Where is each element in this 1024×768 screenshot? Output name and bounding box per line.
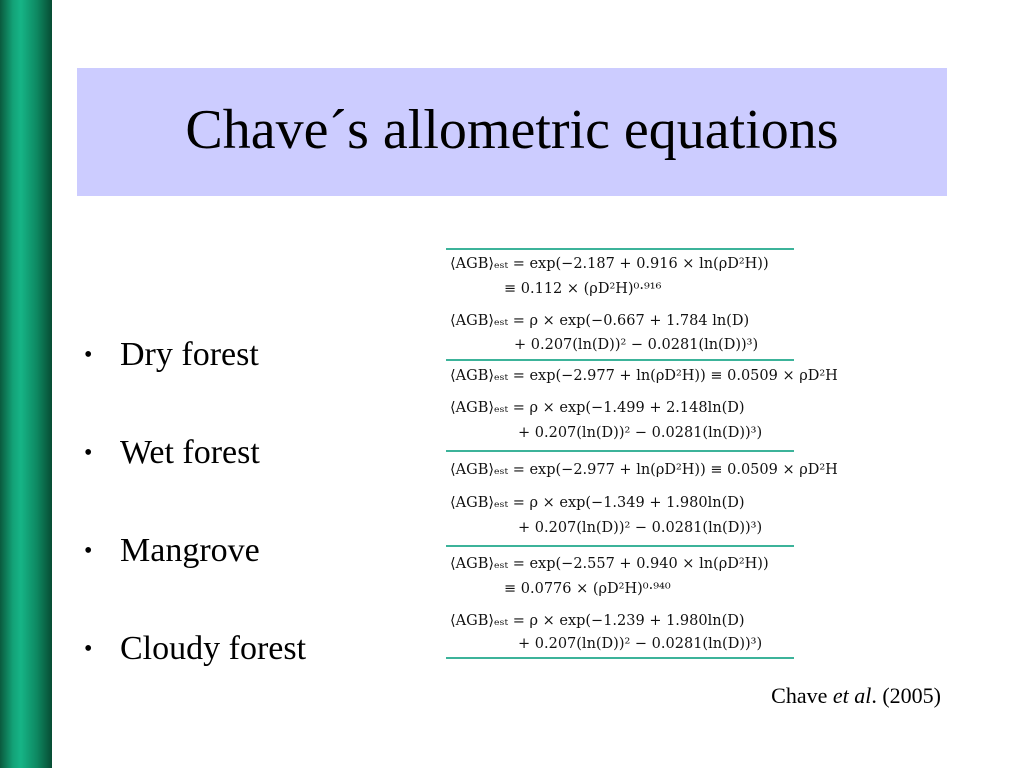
equation-group-wet-forest (446, 359, 838, 451)
bullet-label: Mangrove (120, 532, 260, 569)
equation-line: + 0.207(ln(D))² − 0.0281(ln(D))³) (518, 636, 763, 652)
bullet-item-cloudy-forest (82, 600, 306, 698)
side-bar-decoration (0, 0, 52, 768)
equation-table (446, 248, 838, 656)
equation-line: ≡ 0.112 × (ρD²H)⁰·⁹¹⁶ (504, 281, 662, 297)
slide-title: Chave´s allometric equations (185, 99, 839, 161)
bullet-label: Dry forest (120, 336, 259, 373)
equation-group-cloudy-forest (446, 545, 794, 659)
bullet-item-mangrove (82, 502, 306, 600)
bullet-label: Cloudy forest (120, 630, 307, 667)
bullet-label: Wet forest (120, 434, 260, 471)
bullet-item-wet-forest (82, 404, 306, 502)
citation-author: Chave (771, 683, 833, 708)
bullet-item-dry-forest (82, 306, 306, 404)
equation-line: + 0.207(ln(D))² − 0.0281(ln(D))³) (518, 520, 763, 536)
equation-line: + 0.207(ln(D))² − 0.0281(ln(D))³) (518, 425, 763, 441)
bullet-icon: • (84, 341, 93, 368)
equation-line: ⟨AGB⟩ₑₛₜ = ρ × exp(−1.349 + 1.980ln(D) (450, 495, 745, 511)
citation (771, 683, 941, 709)
equation-line: ⟨AGB⟩ₑₛₜ = exp(−2.187 + 0.916 × ln(ρD²H)) (450, 256, 769, 272)
bullet-icon: • (84, 439, 93, 466)
equation-group-dry-forest (446, 248, 794, 360)
bullet-icon: • (84, 537, 93, 564)
title-banner (77, 68, 947, 196)
citation-year: . (2005) (871, 683, 941, 708)
equation-group-mangrove (446, 450, 838, 546)
equation-line: + 0.207(ln(D))² − 0.0281(ln(D))³) (514, 337, 759, 353)
equation-line: ⟨AGB⟩ₑₛₜ = exp(−2.977 + ln(ρD²H)) ≡ 0.0509 × ρD²H (450, 368, 838, 384)
bullet-icon: • (84, 635, 93, 662)
citation-etal: et al (832, 683, 872, 708)
equation-line: ⟨AGB⟩ₑₛₜ = ρ × exp(−0.667 + 1.784 ln(D) (450, 313, 750, 329)
equation-line: ⟨AGB⟩ₑₛₜ = ρ × exp(−1.499 + 2.148ln(D) (450, 400, 745, 416)
equation-line: ⟨AGB⟩ₑₛₜ = exp(−2.557 + 0.940 × ln(ρD²H)) (450, 556, 769, 572)
equation-line: ⟨AGB⟩ₑₛₜ = ρ × exp(−1.239 + 1.980ln(D) (450, 613, 745, 629)
bullet-list (82, 306, 306, 698)
equation-line: ≡ 0.0776 × (ρD²H)⁰·⁹⁴⁰ (504, 581, 671, 597)
equation-line: ⟨AGB⟩ₑₛₜ = exp(−2.977 + ln(ρD²H)) ≡ 0.0509 × ρD²H (450, 462, 838, 478)
